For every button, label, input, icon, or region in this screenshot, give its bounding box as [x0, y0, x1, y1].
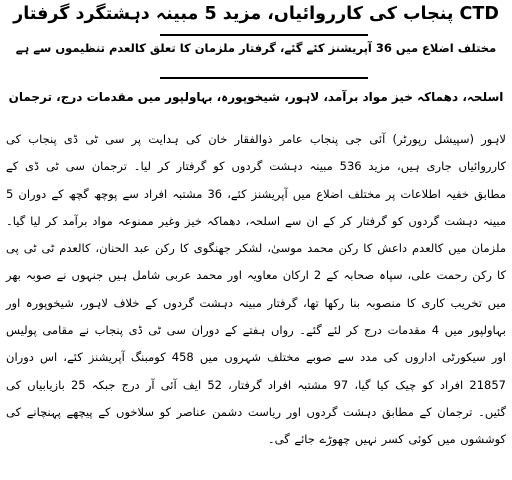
headline-divider-bottom [160, 77, 368, 79]
subheadline-secondary: اسلحہ، دھماکہ خیز مواد برآمد، لاہور، شیخوپورہ، بہاولپور میں مقدمات درج، ترجمان [8, 90, 504, 104]
subheadline-primary: مختلف اضلاع میں 36 آپریشنز کئے گئے، گرفتار ملزمان کا تعلق کالعدم تنظیموں سے ہے [15, 41, 497, 55]
headline: CTD پنجاب کی کارروائیاں، مزید 5 مبینہ دہشتگرد گرفتار [13, 4, 499, 24]
headline-divider-top [160, 34, 368, 36]
article-body: لاہور (سپیشل رپورٹر) آئی جی پنجاب عامر ذوالفقار خان کی ہدایت پر سی ٹی ڈی پنجاب کی کارروائیاں جاری ہیں، مزید 536 مبینہ دہشت گردوں کو گرفتار کر لیا۔ ترجمان سی ٹی ڈی کے مطابق خفیہ اطلاعات پر مختلف اضلاع میں آپریشنز کئے، 36 مشتبہ افراد سے پوچھ گچھ کے دوران 5 مبینہ دہشت گردوں کو گرفتار کر کے ان سے اسلحہ، دھماکہ خیز وغیر ممنوعہ مواد برآمد کر لیا گیا۔ ملزمان میں کالعدم داعش کا رکن محمد موسیٰ، لشکر جھنگوی کا رکن عبد الحنان، کالعدم ٹی ٹی پی کا رکن رحمت علی، سپاہ صحابہ کے 2 ارکان معاویہ اور محمد عربی شامل ہیں جنہوں نے صوبہ بھر میں تخریب کاری کا منصوبہ بنا رکھا تھا، گرفتار مبینہ دہشت گردوں کے خلاف لاہور، شیخوپورہ اور بہاولپور میں 4 مقدمات درج کر لئے گئے۔ رواں ہفتے کے دوران سی ٹی ڈی پنجاب نے مقامی پولیس اور سیکورٹی اداروں کی مدد سے صوبے مختلف شہروں میں 458 کومبنگ آپریشنز کئے، اس دوران 21857 افراد کو چیک کیا گیا، 97 مشتبہ افراد گرفتار، 52 ایف آئی آر درج جبکہ 25 بازیابیاں کی گئیں۔ ترجمان کے مطابق دہشت گردوں اور ریاست دشمن عناصر کو سلاخوں کے پیچھے پہنچانے کی کوششوں میں کوئی کسر نہیں چھوڑے جائے گی۔ [6, 132, 506, 447]
